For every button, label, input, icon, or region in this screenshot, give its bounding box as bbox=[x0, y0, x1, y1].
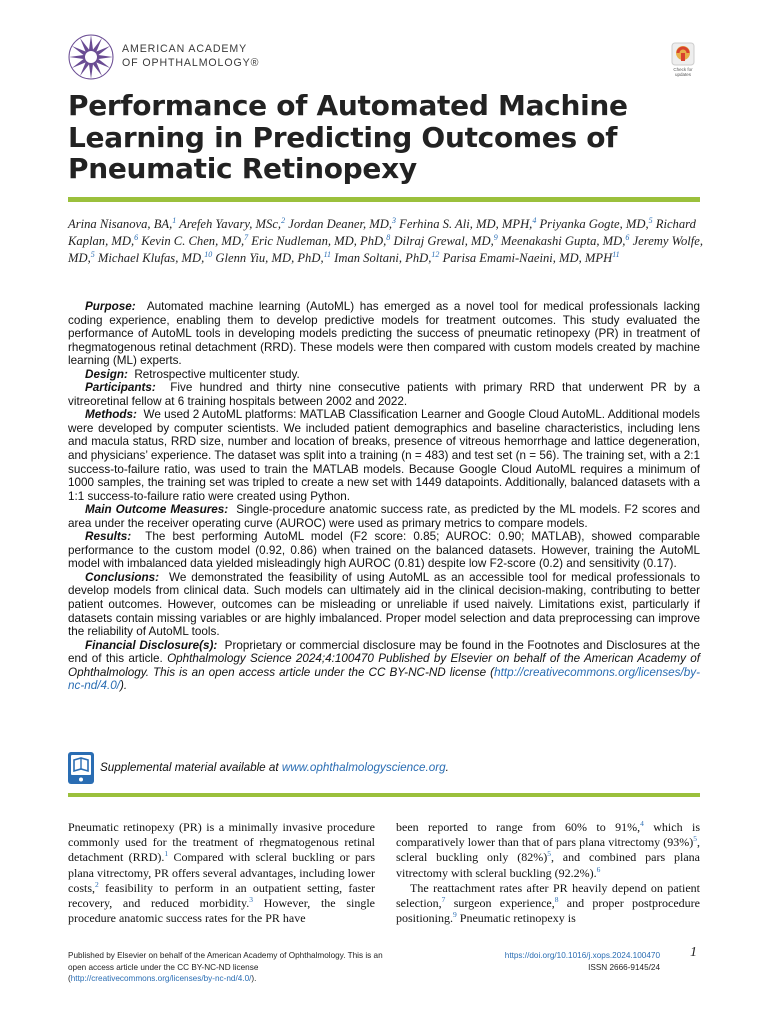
author-name: Jeremy Wolfe, MD, bbox=[68, 234, 703, 265]
author bbox=[68, 217, 176, 231]
abstract-design bbox=[68, 368, 700, 382]
body-text: Compared with scleral buckling or pars plana vitrectomy, PR offers several advantages, including lower costs, bbox=[68, 850, 375, 895]
abstract-results bbox=[68, 530, 700, 571]
reference-link[interactable]: 5 bbox=[547, 849, 551, 859]
author bbox=[98, 251, 212, 265]
body-paragraph bbox=[396, 820, 700, 881]
author-list bbox=[68, 216, 708, 267]
body-text: feasibility to perform in an outpatient setting, faster recovery, and reduced morbidity. bbox=[68, 880, 375, 911]
affiliation-link[interactable]: 7 bbox=[244, 233, 249, 242]
affiliation-link[interactable]: 11 bbox=[323, 250, 331, 259]
affiliation-link[interactable]: 1 bbox=[172, 216, 177, 225]
participants-label: Participants: bbox=[85, 381, 156, 395]
abstract-financial bbox=[68, 639, 700, 693]
abstract-outcome bbox=[68, 503, 700, 530]
purpose-label: Purpose: bbox=[85, 300, 136, 313]
financial-text: Proprietary or commercial disclosure may be found in the Footnotes and Disclosures at the end of this article. bbox=[68, 638, 700, 666]
affiliation-link[interactable]: 5 bbox=[648, 216, 653, 225]
author-name: Iman Soltani, PhD, bbox=[334, 251, 432, 265]
abstract-participants bbox=[68, 381, 700, 408]
author bbox=[288, 217, 396, 231]
reference-link[interactable]: 4 bbox=[640, 819, 644, 828]
conclusions-label: Conclusions: bbox=[85, 570, 160, 584]
author bbox=[393, 234, 497, 248]
affiliation-link[interactable]: 5 bbox=[90, 250, 95, 259]
body-text: Pneumatic retinopexy is bbox=[456, 911, 576, 926]
body-paragraph bbox=[396, 881, 700, 927]
design-label: Design: bbox=[85, 367, 128, 381]
body-column-right bbox=[396, 820, 700, 926]
body-text: The reattachment rates after PR heavily depend on patient selection, bbox=[396, 880, 700, 911]
author-name: Jordan Deaner, MD, bbox=[288, 217, 392, 231]
check-updates-label: Check for updates bbox=[673, 67, 693, 77]
check-updates-icon bbox=[666, 42, 700, 68]
conclusions-text: We demonstrated the feasibility of using AutoML as an accessible tool for medical professionals to develop models from clinical data. Such models can ultimately aid in the clinical decision-making, contributing to better patient outcomes. However, outcomes can be misleading or unreliable if used naively. Limitations exist, particularly if datasets contain missing variables or are highly imbalanced. Proper model selection and data preprocessing can improve the reliability of AutoML tools. bbox=[68, 570, 700, 639]
affiliation-link[interactable]: 6 bbox=[625, 233, 630, 242]
body-text: surgeon experience, bbox=[445, 896, 555, 911]
affiliation-link[interactable]: 2 bbox=[281, 216, 286, 225]
aao-logo-icon bbox=[68, 34, 114, 80]
issn: ISSN 2666-9145/24 bbox=[588, 962, 660, 972]
author-name: Eric Nudleman, MD, PhD, bbox=[251, 234, 387, 248]
methods-label: Methods: bbox=[85, 408, 137, 422]
author-name: Priyanka Gogte, MD, bbox=[539, 217, 649, 231]
footer-text-end: ). bbox=[251, 974, 257, 983]
affiliation-link[interactable]: 8 bbox=[386, 233, 391, 242]
article-title: Performance of Automated Machine Learning in Predicting Outcomes of Pneumatic Retinopexy bbox=[68, 89, 628, 185]
supplemental-note bbox=[100, 761, 449, 774]
reference-link[interactable]: 5 bbox=[693, 834, 697, 844]
author-name: Michael Klufas, MD, bbox=[97, 251, 205, 265]
body-paragraph bbox=[68, 820, 375, 926]
footer-text: Published by Elsevier on behalf of the American Academy of Ophthalmology. This is an open access article under the CC BY-NC-ND license ( bbox=[68, 951, 383, 983]
footer-license-note bbox=[68, 950, 398, 985]
title-divider bbox=[68, 197, 700, 202]
author bbox=[501, 234, 630, 248]
organization-name-line2: OF OPHTHALMOLOGY® bbox=[122, 57, 260, 69]
outcome-text: Single-procedure anatomic success rate, as predicted by the ML models. F2 scores and area under the receiver operating curve (AUROC) were used as primary metrics to compare models. bbox=[68, 503, 701, 530]
author-name: Arina Nisanova, BA, bbox=[68, 217, 173, 231]
affiliation-link[interactable]: 9 bbox=[493, 233, 498, 242]
author-name: Richard Kaplan, MD, bbox=[68, 217, 696, 248]
reference-link[interactable]: 1 bbox=[164, 849, 169, 859]
author bbox=[399, 217, 536, 231]
abstract-divider bbox=[68, 793, 700, 797]
reference-link[interactable]: 6 bbox=[596, 864, 601, 874]
affiliation-link[interactable]: 11 bbox=[612, 250, 620, 259]
body-text: , scleral buckling only (82%) bbox=[396, 835, 700, 865]
affiliation-link[interactable]: 4 bbox=[532, 216, 537, 225]
author bbox=[443, 251, 620, 265]
author-name: Dilraj Grewal, MD, bbox=[393, 234, 494, 248]
supplemental-end: . bbox=[445, 761, 449, 774]
author bbox=[141, 234, 248, 248]
author bbox=[539, 217, 652, 231]
page-number: 1 bbox=[690, 945, 697, 960]
author-name: Glenn Yiu, MD, PhD, bbox=[215, 251, 324, 265]
body-column-left bbox=[68, 820, 375, 926]
affiliation-link[interactable]: 10 bbox=[204, 250, 213, 259]
body-text: been reported to range from 60% to 91%, bbox=[396, 820, 641, 834]
license-link[interactable]: http://creativecommons.org/licenses/by-nc-nd/4.0/ bbox=[68, 665, 700, 693]
organization-name-line1: AMERICAN ACADEMY bbox=[122, 43, 248, 55]
footer-identifiers bbox=[470, 950, 660, 973]
purpose-text: Automated machine learning (AutoML) has emerged as a novel tool for medical professionals lacking coding experience, enabling them to develop predictive models for treatment outcomes. This study evaluated the performance of AutoML tools in developing models predicting the success of pneumatic retinopexy (PR) in treatment of rhegmatogenous retinal detachment (RRD). These models were then compared with custom models created by machine learning (ML) experts. bbox=[68, 300, 700, 368]
body-text: , and combined pars plana vitrectomy with scleral buckling (92.2%). bbox=[396, 850, 700, 880]
body-text: However, the single procedure anatomic success rates for the PR have bbox=[68, 896, 375, 926]
reference-link[interactable]: 2 bbox=[95, 879, 99, 889]
citation-end: ). bbox=[119, 679, 128, 693]
author-name: Meenakashi Gupta, MD, bbox=[500, 234, 626, 248]
check-for-updates-badge[interactable] bbox=[666, 42, 700, 78]
supplemental-link[interactable]: www.ophthalmologyscience.org bbox=[281, 761, 446, 774]
affiliation-link[interactable]: 6 bbox=[134, 233, 139, 242]
author bbox=[179, 217, 285, 231]
reference-link[interactable]: 8 bbox=[554, 895, 559, 905]
participants-text: Five hundred and thirty nine consecutive patients with primary RRD that underwent PR by a vitreoretinal fellow at 6 training hospitals between 2002 and 2022. bbox=[68, 381, 700, 408]
body-text: and proper postprocedure positioning. bbox=[396, 896, 700, 926]
citation-text: Ophthalmology Science 2024;4:100470 Published by Elsevier on behalf of the American Academy of Ophthalmology. This is an open access article under the CC BY-NC-ND license ( bbox=[68, 652, 700, 679]
affiliation-link[interactable]: 12 bbox=[431, 250, 440, 259]
author-name: Arefeh Yavary, MSc, bbox=[179, 217, 282, 231]
author-name: Parisa Emami-Naeini, MD, MPH bbox=[442, 251, 613, 265]
reference-link[interactable]: 9 bbox=[453, 910, 457, 920]
tablet-icon bbox=[68, 752, 94, 784]
author bbox=[215, 251, 331, 265]
reference-link[interactable]: 3 bbox=[249, 895, 253, 905]
results-text: The best performing AutoML model (F2 score: 0.85; AUROC: 0.90; MATLAB), showed comparable performance to the custom model (0.92, 0.86) when trained on the balanced datasets. However, training the AutoML model with imbalanced data yielded misleadingly high AUROC (0.81) despite low F2-score (0.2) and sensitivity (0.17). bbox=[68, 530, 700, 571]
outcome-label: Main Outcome Measures: bbox=[85, 503, 229, 517]
abstract bbox=[68, 300, 700, 693]
design-text: Retrospective multicenter study. bbox=[134, 367, 300, 381]
affiliation-link[interactable]: 3 bbox=[392, 216, 396, 225]
doi-link[interactable]: https://doi.org/10.1016/j.xops.2024.100470 bbox=[504, 951, 660, 960]
abstract-purpose bbox=[68, 300, 700, 368]
author-name: Ferhina S. Ali, MD, MPH, bbox=[399, 217, 533, 231]
supplemental-text: Supplemental material available at bbox=[100, 761, 282, 774]
reference-link[interactable]: 7 bbox=[441, 895, 446, 905]
author bbox=[334, 251, 439, 265]
abstract-methods bbox=[68, 408, 700, 503]
author bbox=[251, 234, 390, 248]
abstract-conclusions bbox=[68, 571, 700, 639]
results-label: Results: bbox=[85, 530, 132, 544]
methods-text: We used 2 AutoML platforms: MATLAB Classification Learner and Google Cloud AutoML. Additional models were developed by computer scientists. We included patient demographics and baseline characteristics, including lens and macula status, RRD size, number and location of breaks, presence of vitreous hemorrhage and lattice degeneration, and physicians’ experience. The dataset was split into a training (n = 483) and test set (n = 56). The training set, with a 2:1 success-to-failure ratio, was used to train the MATLAB models. Because Google Cloud AutoML requires a minimum of 1000 samples, the training set was tripled to create a new set with 1449 datapoints. Additionally, balanced datasets with a 1:1 success-to-failure ratio were created using Python. bbox=[68, 408, 700, 503]
footer-license-link[interactable]: http://creativecommons.org/licenses/by-nc-nd/4.0/ bbox=[70, 974, 252, 983]
financial-label: Financial Disclosure(s): bbox=[85, 638, 218, 652]
body-text: which is comparatively lower than that of pars plana vitrectomy (93%) bbox=[396, 820, 700, 850]
author-name: Kevin C. Chen, MD, bbox=[141, 234, 245, 248]
body-text: Pneumatic retinopexy (PR) is a minimally invasive procedure commonly used for the treatment of rhegmatogenous retinal detachment (RRD). bbox=[68, 820, 375, 865]
